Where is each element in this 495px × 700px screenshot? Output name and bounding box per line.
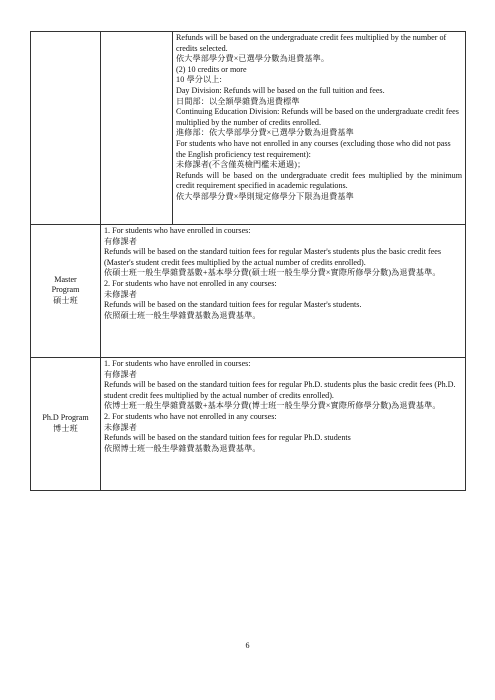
not-enrolled-rule: Refunds will be based on the standard tuition fees for regular Master's students. (104, 300, 362, 310)
enrolled-rule-zh: 依博士班一般生學雜費基數+基本學分費(博士班一般生學分費×實際所修學分數)為退費基準。 (104, 401, 441, 411)
refund-rule-line-zh: 依大學部學分費×已選學分數為退費基準。 (176, 54, 330, 64)
undergraduate-refund-details (173, 32, 466, 225)
minimum-credit-rule: Refunds will be based on the undergraduate credit fees multiplied by the minimum credit requirement specified in academic regulations. (176, 170, 462, 191)
no-course-condition-zh: 未修課者(不含僅英檢門檻未通過)； (176, 160, 306, 170)
enrolled-heading: 1. For students who have enrolled in courses: (104, 359, 251, 368)
not-enrolled-heading-zh: 未修課者 (104, 422, 137, 432)
not-enrolled-heading-zh: 未修課者 (104, 289, 137, 299)
phd-refund-details (101, 358, 466, 491)
credit-range-heading: (2) 10 credits or more (176, 64, 247, 74)
enrolled-rule: Refunds will be based on the standard tuition fees for regular Ph.D. students plus the basic credit fees (Ph.D. student credit fees multiplied by the actual number of credits enrolled). (104, 380, 456, 400)
not-enrolled-rule-zh: 依照碩士班一般生學雜費基數為退費基準。 (104, 310, 261, 320)
program-cell-empty (31, 32, 101, 225)
master-refund-details (101, 225, 466, 358)
day-division-rule: Day Division: Refunds will be based on the full tuition and fees. (176, 85, 385, 95)
program-label-master: Master Program 碩士班 (31, 225, 101, 358)
category-cell-empty (101, 32, 173, 225)
minimum-credit-rule-zh: 依大學部學分費×學則規定修學分下限為退費基準 (176, 191, 354, 201)
not-enrolled-rule: Refunds will be based on the standard tuition fees for regular Ph.D. students (104, 433, 351, 443)
no-course-condition: For students who have not enrolled in any courses (excluding those who did not pass the English proficiency test requirement): (176, 138, 451, 159)
table-row-master (31, 225, 466, 358)
enrolled-heading: 1. For students who have enrolled in courses: (104, 226, 251, 235)
program-label-phd: Ph.D Program 博士班 (31, 358, 101, 491)
day-division-rule-zh: 日間部：以全額學雜費為退費標準 (176, 96, 300, 106)
not-enrolled-heading: 2. For students who have not enrolled in any courses: (104, 278, 277, 288)
enrolled-heading-zh: 有修課者 (104, 369, 137, 379)
not-enrolled-heading: 2. For students who have not enrolled in any courses: (104, 411, 277, 421)
table-row-phd (31, 358, 466, 491)
not-enrolled-rule-zh: 依照博士班一般生學雜費基數為退費基準。 (104, 443, 261, 453)
refund-policy-table (30, 31, 466, 491)
continuing-education-rule-zh: 進修部：依大學部學分費×已選學分數為退費基準 (176, 128, 354, 138)
enrolled-heading-zh: 有修課者 (104, 236, 137, 246)
credit-range-heading-zh: 10 學分以上: (176, 75, 222, 85)
enrolled-rule: Refunds will be based on the standard tuition fees for regular Master's students plus the basic credit fees (Master's student credit fees multiplied by the actual number of credits enrolled). (104, 247, 442, 267)
table-row-undergraduate-continued (31, 32, 466, 225)
continuing-education-rule: Continuing Education Division: Refunds will be based on the undergraduate credit fees multiplied by the number of credits enrolled. (176, 107, 459, 127)
page-number: 6 (245, 641, 250, 650)
refund-rule-line: Refunds will be based on the undergraduate credit fees multiplied by the number of credits selected. (176, 33, 447, 53)
enrolled-rule-zh: 依碩士班一般生學雜費基數+基本學分費(碩士班一般生學分費×實際所修學分數)為退費基準。 (104, 268, 441, 278)
